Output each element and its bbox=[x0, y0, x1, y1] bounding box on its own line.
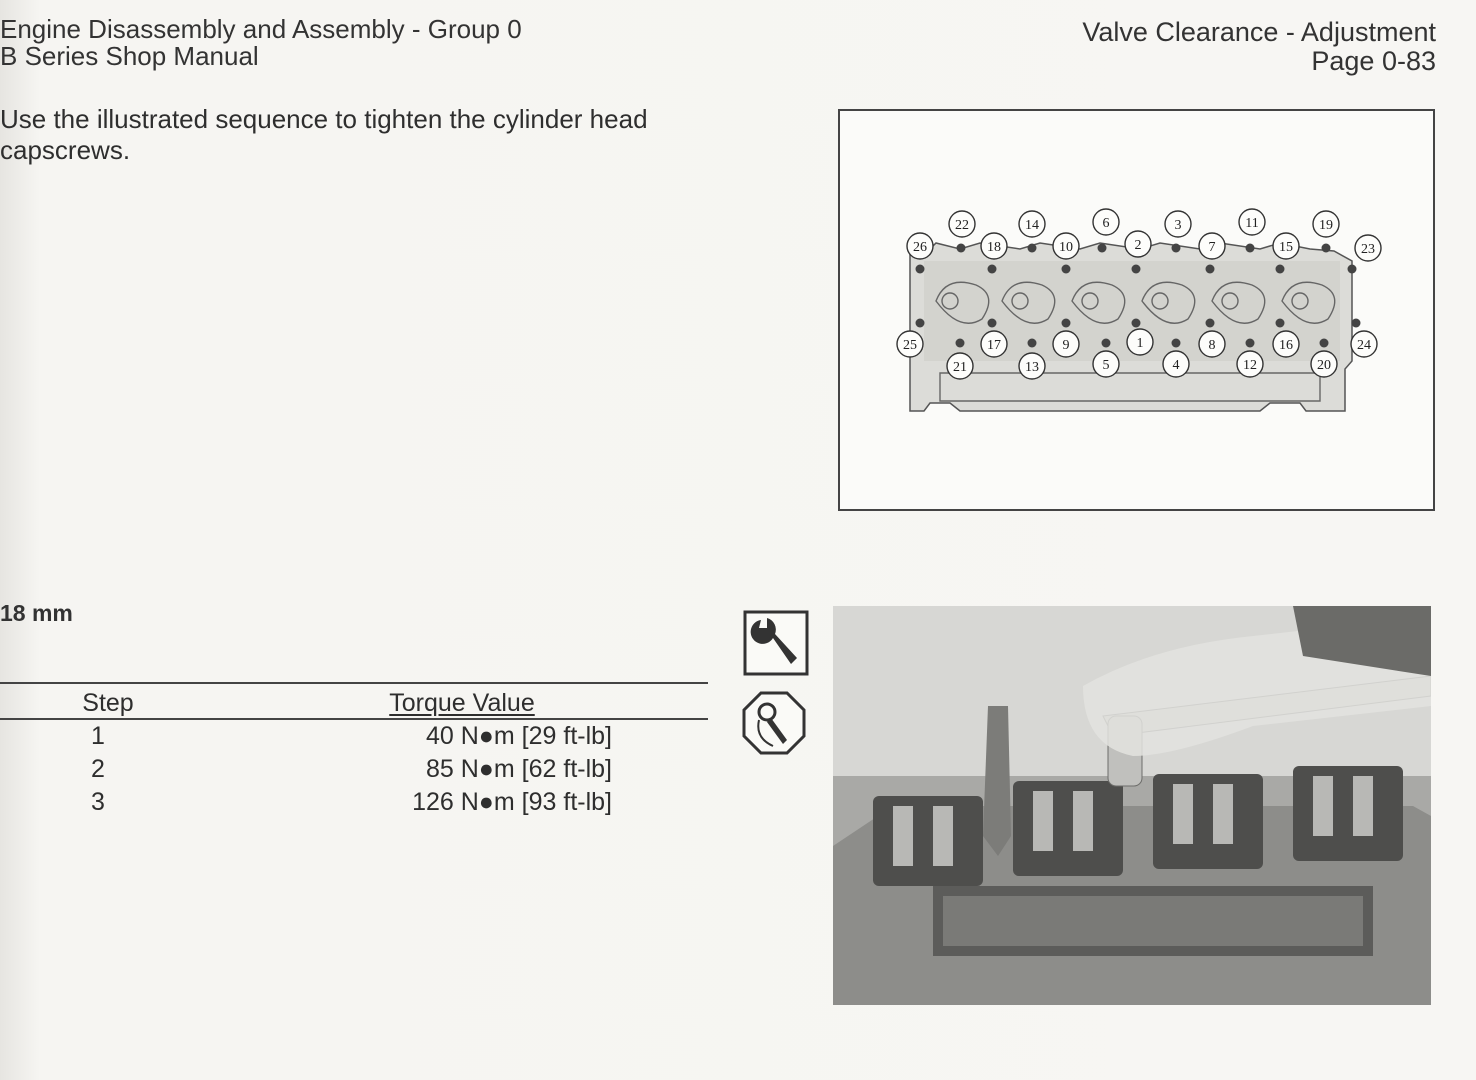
page-number: Page 0-83 bbox=[1311, 46, 1436, 76]
manual-title: B Series Shop Manual bbox=[0, 41, 259, 71]
torque-cell: 85 N●m [62 ft-lb] bbox=[426, 755, 612, 783]
torque-table bbox=[0, 682, 708, 819]
bolt-sequence-number: 6 bbox=[1102, 216, 1110, 231]
bolt-sequence-number: 14 bbox=[1025, 218, 1039, 233]
bolt-sequence-number: 26 bbox=[913, 240, 927, 255]
wrench-icon bbox=[743, 610, 809, 676]
tightening-sequence-diagram bbox=[838, 109, 1435, 511]
bolt-sequence-number: 21 bbox=[953, 360, 967, 375]
bolt-sequence-number: 5 bbox=[1102, 358, 1110, 373]
step-cell: 2 bbox=[91, 755, 105, 783]
bolt-sequence-number: 8 bbox=[1208, 338, 1216, 353]
bolt-sequence-number: 20 bbox=[1317, 358, 1331, 373]
bolt-sequence-number: 11 bbox=[1245, 216, 1259, 231]
torque-column-header: Torque Value bbox=[389, 689, 535, 717]
step-column-header: Step bbox=[82, 689, 134, 717]
bolt-sequence-number: 2 bbox=[1134, 238, 1142, 253]
bolt-sequence-number: 1 bbox=[1136, 336, 1144, 351]
bolt-sequence-number: 12 bbox=[1243, 358, 1257, 373]
table-header-row bbox=[0, 684, 708, 718]
bolt-sequence-number: 7 bbox=[1208, 240, 1216, 255]
step-cell: 1 bbox=[91, 722, 105, 750]
header-right bbox=[1082, 18, 1436, 76]
header-left bbox=[0, 16, 522, 70]
bolt-sequence-number: 17 bbox=[987, 338, 1001, 353]
table-row bbox=[0, 753, 708, 786]
torque-cell: 126 N●m [93 ft-lb] bbox=[412, 788, 612, 816]
procedure-title: Valve Clearance - Adjustment bbox=[1082, 17, 1436, 47]
bolt-sequence-number: 23 bbox=[1361, 242, 1375, 257]
bolt-sequence-number: 9 bbox=[1062, 338, 1070, 353]
torque-procedure-photo bbox=[833, 606, 1431, 1005]
bolt-sequence-number: 10 bbox=[1059, 240, 1073, 255]
step-cell: 3 bbox=[91, 788, 105, 816]
torque-wrench-icon bbox=[741, 690, 807, 756]
bolt-sequence-number: 15 bbox=[1279, 240, 1293, 255]
bolt-sequence-number: 4 bbox=[1172, 358, 1180, 373]
wrench-size-label: 18 mm bbox=[0, 600, 73, 626]
bolt-sequence-number: 3 bbox=[1174, 218, 1182, 233]
bolt-sequence-number: 25 bbox=[903, 338, 917, 353]
bolt-sequence-number: 13 bbox=[1025, 360, 1039, 375]
torque-cell: 40 N●m [29 ft-lb] bbox=[426, 722, 612, 750]
bolt-sequence-number: 22 bbox=[955, 218, 969, 233]
bolt-sequence-number: 16 bbox=[1279, 338, 1293, 353]
bolt-sequence-number: 19 bbox=[1319, 218, 1333, 233]
bolt-sequence-number: 18 bbox=[987, 240, 1001, 255]
bolt-sequence-number: 24 bbox=[1357, 338, 1371, 353]
instruction-text: Use the illustrated sequence to tighten the cylinder head capscrews. bbox=[0, 104, 648, 165]
table-row bbox=[0, 720, 708, 753]
table-row bbox=[0, 786, 708, 819]
section-title: Engine Disassembly and Assembly - Group 0 bbox=[0, 14, 522, 44]
